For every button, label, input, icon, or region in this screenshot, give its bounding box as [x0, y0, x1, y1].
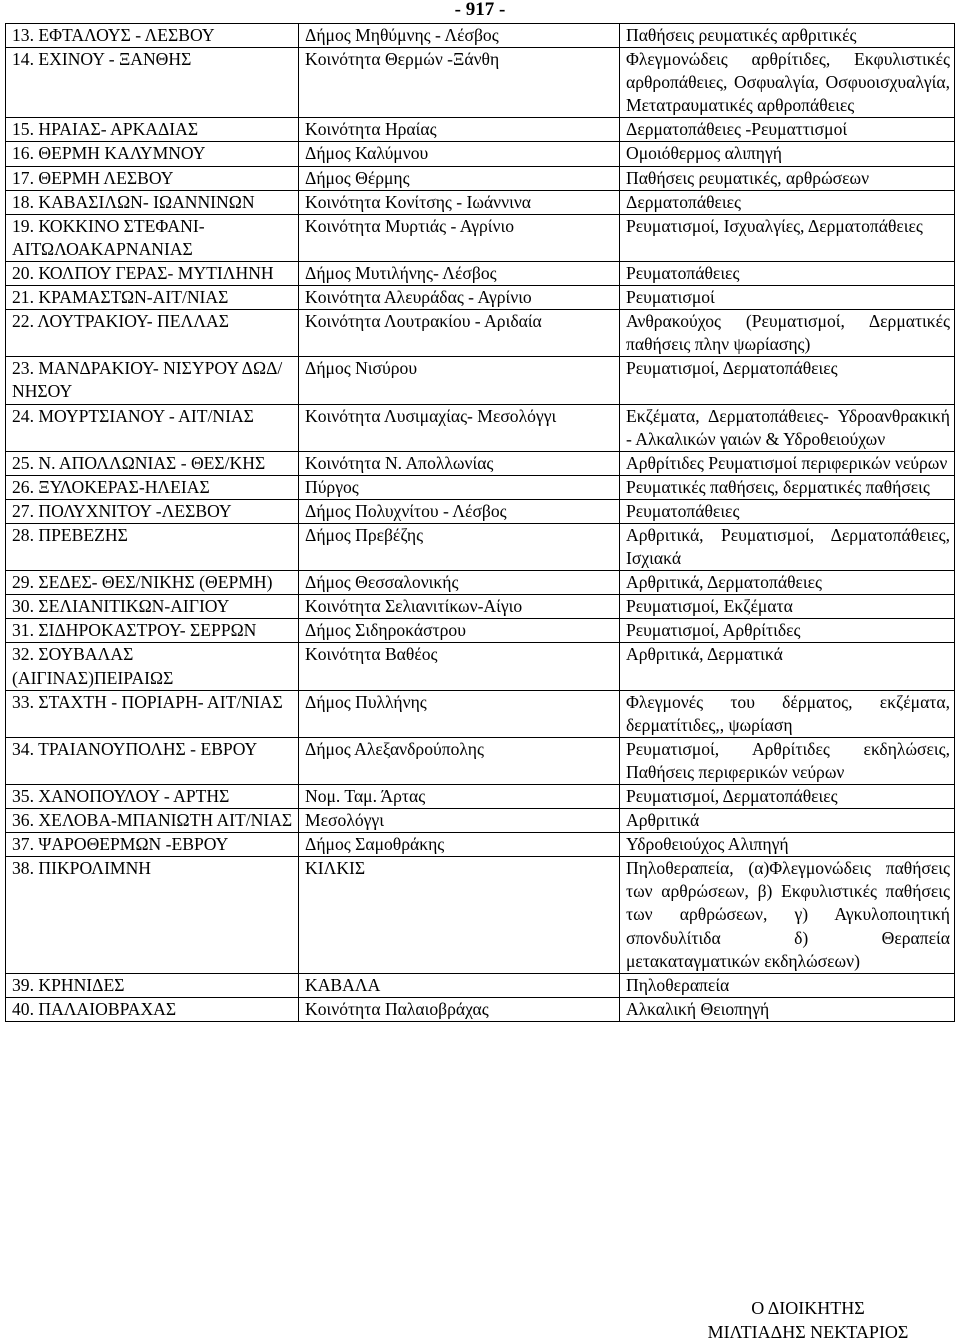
indications-cell: Ρευματισμοί, Εκζέματα — [620, 595, 955, 619]
table-row — [6, 310, 955, 357]
municipality-cell: Δήμος Πολυχνίτου - Λέσβος — [299, 499, 620, 523]
table-row — [6, 48, 955, 118]
indications-cell: Υδροθειούχος Αλιπηγή — [620, 833, 955, 857]
municipality-cell: Δήμος Αλεξανδρούπολης — [299, 737, 620, 784]
indications-cell: Αρθριτικά — [620, 809, 955, 833]
spring-name-cell: 38. ΠΙΚΡΟΛΙΜΝΗ — [6, 857, 299, 973]
indications-cell: Ομοιόθερμος αλιπηγή — [620, 142, 955, 166]
spring-name-cell: 30. ΣΕΛΙΑΝΙΤΙΚΩΝ-ΑΙΓΙΟΥ — [6, 595, 299, 619]
table-row — [6, 571, 955, 595]
table-row — [6, 523, 955, 570]
spring-name-cell: 23. ΜΑΝΔΡΑΚΙΟΥ- ΝΙΣΥΡΟΥ ΔΩΔ/ΝΗΣΟΥ — [6, 357, 299, 404]
table-row — [6, 286, 955, 310]
municipality-cell: Κοινότητα Λυσιμαχίας- Μεσολόγγι — [299, 404, 620, 451]
indications-cell: Αρθριτικά, Ρευματισμοί, Δερματοπάθειες, Ισχιακά — [620, 523, 955, 570]
municipality-cell: Δήμος Καλύμνου — [299, 142, 620, 166]
spring-name-cell: 19. ΚΟΚΚΙΝΟ ΣΤΕΦΑΝΙ- ΑΙΤΩΛΟΑΚΑΡΝΑΝΙΑΣ — [6, 214, 299, 261]
page-number: - 917 - — [454, 0, 506, 20]
spring-name-cell: 28. ΠΡΕΒΕΖΗΣ — [6, 523, 299, 570]
municipality-cell: Δήμος Πυλλήνης — [299, 690, 620, 737]
indications-cell: Ρευματισμοί — [620, 286, 955, 310]
indications-cell: Δερματοπάθειες — [620, 190, 955, 214]
table-row — [6, 973, 955, 997]
indications-cell: Ρευματισμοί, Δερματοπάθειες — [620, 785, 955, 809]
indications-cell: Αρθριτικά, Δερματοπάθειες — [620, 571, 955, 595]
table-row — [6, 475, 955, 499]
indications-cell: Ρευματικές παθήσεις, δερματικές παθήσεις — [620, 475, 955, 499]
municipality-cell: Δήμος Νισύρου — [299, 357, 620, 404]
thermal-springs-table — [5, 23, 955, 1022]
signature-title: Ο ΔΙΟΙΚΗΤΗΣ — [751, 1298, 865, 1318]
table-row — [6, 357, 955, 404]
indications-cell: Δερματοπάθειες -Ρευματτισμοί — [620, 118, 955, 142]
table-row — [6, 166, 955, 190]
municipality-cell: Δήμος Θέρμης — [299, 166, 620, 190]
table-row — [6, 809, 955, 833]
table-body — [6, 24, 955, 1022]
municipality-cell: Δήμος Πρεβέζης — [299, 523, 620, 570]
indications-cell: Ρευματισμοί, Αρθρίτιδες — [620, 619, 955, 643]
spring-name-cell: 16. ΘΕΡΜΗ ΚΑΛΥΜΝΟΥ — [6, 142, 299, 166]
table-row — [6, 737, 955, 784]
spring-name-cell: 33. ΣΤΑΧΤΗ - ΠΟΡΙΑΡΗ- ΑΙΤ/ΝΙΑΣ — [6, 690, 299, 737]
spring-name-cell: 31. ΣΙΔΗΡΟΚΑΣΤΡΟΥ- ΣΕΡΡΩΝ — [6, 619, 299, 643]
municipality-cell: Κοινότητα Σελιανιτίκων-Αίγιο — [299, 595, 620, 619]
municipality-cell: ΚΑΒΑΛΑ — [299, 973, 620, 997]
table-row — [6, 404, 955, 451]
municipality-cell: Κοινότητα Θερμών -Ξάνθη — [299, 48, 620, 118]
indications-cell: Ρευματοπάθειες — [620, 261, 955, 285]
table-row — [6, 24, 955, 48]
indications-cell: Ρευματισμοί, Δερματοπάθειες — [620, 357, 955, 404]
municipality-cell: Κοινότητα Μυρτιάς - Αγρίνιο — [299, 214, 620, 261]
municipality-cell: Δήμος Μηθύμνης - Λέσβος — [299, 24, 620, 48]
table-row — [6, 451, 955, 475]
spring-name-cell: 34. ΤΡΑΙΑΝΟΥΠΟΛΗΣ - ΕΒΡΟΥ — [6, 737, 299, 784]
table-row — [6, 643, 955, 690]
spring-name-cell: 26. ΞΥΛΟΚΕΡΑΣ-ΗΛΕΙΑΣ — [6, 475, 299, 499]
spring-name-cell: 25. Ν. ΑΠΟΛΛΩΝΙΑΣ - ΘΕΣ/ΚΗΣ — [6, 451, 299, 475]
municipality-cell: Κοινότητα Αλευράδας - Αγρίνιο — [299, 286, 620, 310]
table-row — [6, 833, 955, 857]
spring-name-cell: 37. ΨΑΡΟΘΕΡΜΩΝ -ΕΒΡΟΥ — [6, 833, 299, 857]
spring-name-cell: 18. ΚΑΒΑΣΙΛΩΝ- ΙΩΑΝΝΙΝΩΝ — [6, 190, 299, 214]
municipality-cell: Δήμος Σαμοθράκης — [299, 833, 620, 857]
municipality-cell: Κοινότητα Κονίτσης - Ιωάννινα — [299, 190, 620, 214]
indications-cell: Ρευματισμοί, Ισχυαλγίες, Δερματοπάθειες — [620, 214, 955, 261]
indications-cell: Αρθριτικά, Δερματικά — [620, 643, 955, 690]
indications-cell: Φλεγμονώδεις αρθρίτιδες, Εκφυλιστικές αρθροπάθειες, Οσφυαλγία, Οσφυοισχυαλγία, Μετατραυματικές αρθροπάθειες — [620, 48, 955, 118]
indications-cell: Ρευματοπάθειες — [620, 499, 955, 523]
municipality-cell: Δήμος Θεσσαλονικής — [299, 571, 620, 595]
spring-name-cell: 39. ΚΡΗΝΙΔΕΣ — [6, 973, 299, 997]
table-row — [6, 118, 955, 142]
indications-cell: Παθήσεις ρευματικές, αρθρώσεων — [620, 166, 955, 190]
municipality-cell: Νομ. Ταμ. Άρτας — [299, 785, 620, 809]
municipality-cell: Δήμος Σιδηροκάστρου — [299, 619, 620, 643]
municipality-cell: Δήμος Μυτιλήνης- Λέσβος — [299, 261, 620, 285]
spring-name-cell: 36. ΧΕΛΟΒΑ-ΜΠΑΝΙΩΤΗ ΑΙΤ/ΝΙΑΣ — [6, 809, 299, 833]
spring-name-cell: 35. ΧΑΝΟΠΟΥΛΟΥ - ΑΡΤΗΣ — [6, 785, 299, 809]
indications-cell: Ανθρακούχος (Ρευματισμοί, Δερματικές παθήσεις πλην ψωρίασης) — [620, 310, 955, 357]
municipality-cell: Κοινότητα Ν. Απολλωνίας — [299, 451, 620, 475]
signature-name: ΜΙΛΤΙΑΔΗΣ ΝΕΚΤΑΡΙΟΣ — [707, 1322, 909, 1342]
municipality-cell: Κοινότητα Ηραίας — [299, 118, 620, 142]
spring-name-cell: 17. ΘΕΡΜΗ ΛΕΣΒΟΥ — [6, 166, 299, 190]
table-row — [6, 499, 955, 523]
indications-cell: Αλκαλική Θειοπηγή — [620, 997, 955, 1021]
indications-cell: Πηλοθεραπεία — [620, 973, 955, 997]
spring-name-cell: 32. ΣΟΥΒΑΛΑΣ (ΑΙΓΙΝΑΣ)ΠΕΙΡΑΙΩΣ — [6, 643, 299, 690]
spring-name-cell: 24. ΜΟΥΡΤΣΙΑΝΟΥ - ΑΙΤ/ΝΙΑΣ — [6, 404, 299, 451]
indications-cell: Ρευματισμοί, Αρθρίτιδες εκδηλώσεις, Παθήσεις περιφερικών νεύρων — [620, 737, 955, 784]
table-row — [6, 261, 955, 285]
table-row — [6, 142, 955, 166]
municipality-cell: Κοινότητα Βαθέος — [299, 643, 620, 690]
indications-cell: Εκζέματα, Δερματοπάθειες- Υδροανθρακική - Αλκαλικών γαιών & Υδροθειούχων — [620, 404, 955, 451]
table-row — [6, 619, 955, 643]
spring-name-cell: 29. ΣΕΔΕΣ- ΘΕΣ/ΝΙΚΗΣ (ΘΕΡΜΗ) — [6, 571, 299, 595]
indications-cell: Παθήσεις ρευματικές αρθριτικές — [620, 24, 955, 48]
table-row — [6, 857, 955, 973]
spring-name-cell: 20. ΚΟΛΠΟΥ ΓΕΡΑΣ- ΜΥΤΙΛΗΝΗ — [6, 261, 299, 285]
indications-cell: Πηλοθεραπεία, (α)Φλεγμονώδεις παθήσεις των αρθρώσεων, β) Εκφυλιστικές παθήσεις των αρθρώσεων, γ) Αγκυλοποιητική σπονδυλίτιδα δ) Θεραπεία μετακαταγματικών εκδηλώσεων) — [620, 857, 955, 973]
table-row — [6, 595, 955, 619]
spring-name-cell: 15. ΗΡΑΙΑΣ- ΑΡΚΑΔΙΑΣ — [6, 118, 299, 142]
municipality-cell: Πύργος — [299, 475, 620, 499]
spring-name-cell: 21. ΚΡΑΜΑΣΤΩΝ-ΑΙΤ/ΝΙΑΣ — [6, 286, 299, 310]
indications-cell: Φλεγμονές του δέρματος, εκζέματα, δερματίτιδες,, ψωρίαση — [620, 690, 955, 737]
indications-cell: Αρθρίτιδες Ρευματισμοί περιφερικών νεύρων — [620, 451, 955, 475]
table-row — [6, 190, 955, 214]
spring-name-cell: 13. ΕΦΤΑΛΟΥΣ - ΛΕΣΒΟΥ — [6, 24, 299, 48]
municipality-cell: Μεσολόγγι — [299, 809, 620, 833]
table-row — [6, 997, 955, 1021]
municipality-cell: ΚΙΛΚΙΣ — [299, 857, 620, 973]
table-row — [6, 785, 955, 809]
spring-name-cell: 14. ΕΧΙΝΟΥ - ΞΑΝΘΗΣ — [6, 48, 299, 118]
table-row — [6, 214, 955, 261]
spring-name-cell: 22. ΛΟΥΤΡΑΚΙΟΥ- ΠΕΛΛΑΣ — [6, 310, 299, 357]
spring-name-cell: 40. ΠΑΛΑΙΟΒΡΑΧΑΣ — [6, 997, 299, 1021]
municipality-cell: Κοινότητα Παλαιοβράχας — [299, 997, 620, 1021]
municipality-cell: Κοινότητα Λουτρακίου - Αριδαία — [299, 310, 620, 357]
table-row — [6, 690, 955, 737]
spring-name-cell: 27. ΠΟΛΥΧΝΙΤΟΥ -ΛΕΣΒΟΥ — [6, 499, 299, 523]
